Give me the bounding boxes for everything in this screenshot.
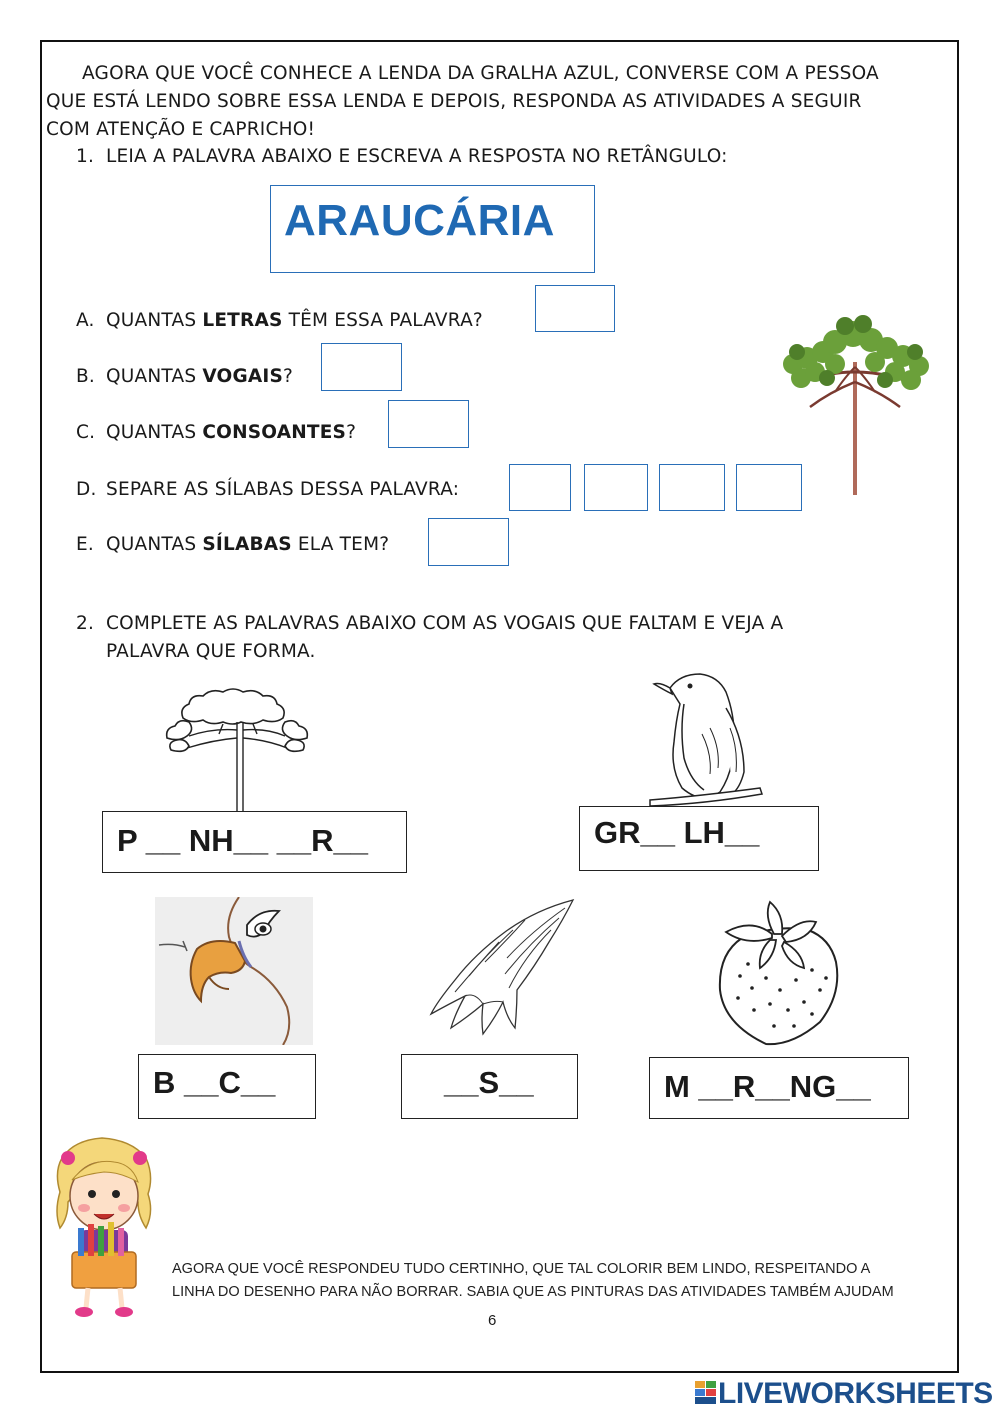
word-fill-gralha[interactable]: GR__ LH__ bbox=[579, 806, 819, 871]
page-number: 6 bbox=[488, 1312, 497, 1329]
syllable-2-input[interactable] bbox=[584, 464, 648, 511]
answer-consonants-input[interactable] bbox=[388, 400, 469, 448]
wing-icon bbox=[425, 896, 577, 1038]
word-fill-asa[interactable]: __S__ bbox=[401, 1054, 578, 1119]
gralha-bird-icon bbox=[640, 668, 770, 810]
brand-name: LIVEWORKSHEETS bbox=[718, 1377, 993, 1410]
question-1b: B. QUANTAS VOGAIS? bbox=[76, 366, 294, 387]
question-1e: E. QUANTAS SÍLABAS ELA TEM? bbox=[76, 534, 390, 555]
pine-tree-icon bbox=[163, 688, 311, 814]
strawberry-icon bbox=[712, 898, 846, 1048]
question-2-heading: 2. COMPLETE AS PALAVRAS ABAIXO COM AS VOGAIS QUE FALTAM E VEJA A PALAVRA QUE FORMA. bbox=[76, 613, 784, 662]
girl-illustration bbox=[50, 1132, 160, 1322]
araucaria-tree-icon bbox=[775, 312, 940, 500]
syllable-1-input[interactable] bbox=[509, 464, 571, 511]
syllable-3-input[interactable] bbox=[659, 464, 725, 511]
question-1d: D. SEPARE AS SÍLABAS DESSA PALAVRA: bbox=[76, 479, 460, 500]
liveworksheets-logo-icon bbox=[695, 1381, 717, 1405]
question-1a: A. QUANTAS LETRAS TÊM ESSA PALAVRA? bbox=[76, 310, 483, 331]
word-fill-morango[interactable]: M __R__NG__ bbox=[649, 1057, 909, 1119]
answer-syllables-input[interactable] bbox=[428, 518, 509, 566]
footer-text: AGORA QUE VOCÊ RESPONDEU TUDO CERTINHO, QUE TAL COLORIR BEM LINDO, RESPEITANDO A LINHA DO DESENHO PARA NÃO BORRAR. SABIA QUE AS PINTURAS DAS ATIVIDADES TAMBÉM AJUDAM bbox=[172, 1261, 894, 1300]
answer-letters-input[interactable] bbox=[535, 285, 615, 332]
word-fill-pinheiro[interactable]: P __ NH__ __R__ bbox=[102, 811, 407, 873]
question-1c: C. QUANTAS CONSOANTES? bbox=[76, 422, 357, 443]
intro-text: AGORA QUE VOCÊ CONHECE A LENDA DA GRALHA AZUL, CONVERSE COM A PESSOA QUE ESTÁ LENDO SOBRE ESSA LENDA E DEPOIS, RESPONDA AS ATIVIDADES A SEGUIR COM ATENÇÃO E CAPRICHO! bbox=[46, 63, 879, 140]
beak-icon bbox=[155, 897, 313, 1045]
word-fill-bico[interactable]: B __C__ bbox=[138, 1054, 316, 1119]
target-word: ARAUCÁRIA bbox=[284, 196, 555, 245]
question-1-heading: 1. LEIA A PALAVRA ABAIXO E ESCREVA A RESPOSTA NO RETÂNGULO: bbox=[76, 146, 728, 167]
answer-vowels-input[interactable] bbox=[321, 343, 402, 391]
